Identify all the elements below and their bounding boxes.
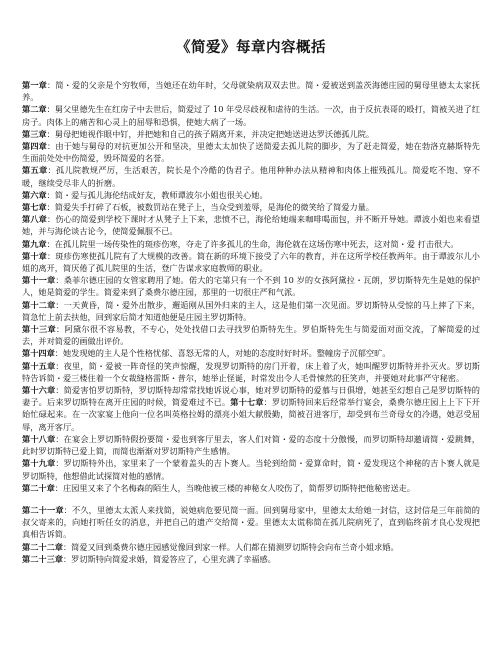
chapter-label: 第八章 — [22, 214, 47, 225]
chapter-label: 第二十二章 — [22, 541, 63, 552]
chapter-text: ：在宴会上罗切斯特假扮要简・爱也到客厅里去，客人们对简・爱的态度十分傲慢，而罗切斯特却邀请简・爱跳舞，此时罗切斯特已爱上简，而简也渐渐对罗切斯特产生感情。 — [22, 433, 480, 457]
chapter-summary — [22, 213, 480, 237]
chapter-label: 第十七章 — [230, 397, 264, 408]
chapter-summary — [22, 103, 480, 127]
chapter-summary — [22, 201, 480, 213]
chapter-label: 第二章 — [22, 104, 47, 115]
chapter-summary — [22, 504, 480, 541]
chapter-label: 第十三章 — [22, 324, 56, 335]
chapter-label: 第二十章 — [22, 482, 55, 493]
chapter-summary — [22, 140, 480, 164]
chapter-text: ：夜里，简・爱被一阵奇怪的笑声惊醒，发现罗切斯特的房门开着，床上着了火，她叫醒罗切斯特并扑灭火。罗切斯特告诉简・爱三楼住着一个女裁缝格雷斯・普尔，她举止怪诞，时常发出令人毛骨悚然的狂笑声，并要她对此事严守秘密。 — [22, 360, 480, 383]
chapter-summary — [22, 238, 480, 250]
chapter-text: ：罗切斯特外出，家里来了一个蒙着盖头的吉卜赛人。当轮到给简・爱算命时，简・爱发现这个神秘的吉卜赛人就是罗切斯特，他想借此试探简对他的感情。 — [22, 458, 480, 481]
chapter-label: 第一章 — [22, 80, 47, 90]
chapter-summary — [22, 274, 480, 298]
chapter-summary — [22, 553, 480, 565]
chapter-summary — [22, 541, 480, 553]
chapter-label: 第十六章 — [22, 385, 56, 396]
chapter-label: 第四章 — [22, 141, 47, 152]
chapter-label: 第十四章 — [22, 348, 55, 359]
chapter-text: ：她发现她的主人是个性格忧郁、喜怒无常的人，对她的态度时好时坏。整幢房子沉郁空旷。 — [54, 348, 391, 359]
chapter-summary — [22, 299, 480, 323]
chapter-text: ：阿黛尔很不容易教，不专心，处处找借口去寻找罗伯斯特先生。罗伯斯特先生与简爱面对面交流，了解简爱的过去，并对简爱的画做出评价。 — [22, 324, 480, 347]
chapter-label: 第十九章 — [22, 458, 56, 469]
chapter-label: 第十一章 — [22, 275, 56, 286]
chapter-text: ：在孤儿院里一场传染性的斑疹伤寒，夺走了许多孤儿的生命，海伦就在这场伤寒中死去，这对简・爱 打击很大。 — [46, 238, 459, 249]
chapter-label: 第二十三章 — [22, 553, 63, 564]
chapter-summary — [22, 128, 480, 140]
chapter-label: 第十二章 — [22, 299, 56, 310]
chapter-summary — [22, 347, 480, 359]
chapter-label: 第十五章 — [22, 360, 56, 371]
chapter-summary — [22, 433, 480, 457]
chapter-text: ：简爱害怕罗切斯特，罗切斯特却常常找她诉说心事，她对罗切斯特的爱慕与日俱增，她甚至幻想自己是罗切斯特的妻子。后来罗切斯特在离开庄园的时候，简爱难过不已。 — [22, 385, 480, 408]
chapter-summary — [22, 323, 480, 347]
chapter-text: ：一天黄昏，简・爱外出散步，邂逅刚从国外归来的主人，这是他们第一次见面。罗切斯特从受惊的马上摔了下来，简急忙上前去扶他，回到家后简才知道他便是庄园主罗切斯特。 — [22, 299, 480, 322]
chapter-summary — [22, 250, 480, 274]
chapter-label: 第三章 — [22, 128, 47, 139]
chapter-text: ：斑疹伤寒使孤儿院有了大规模的改善。简在新的环境下接受了六年的教育，并在这所学校任教两年。由于谭波尔儿小姐的离开，简厌倦了孤儿院里的生活，登广告谋求家庭教师的职业。 — [22, 250, 480, 274]
chapter-text: ：简・爱的父亲是个穷牧师，当她还在幼年时，父母就染病双双去世。简・爱被送到盖茨海德庄园的舅母里德太太家抚养。 — [22, 80, 480, 103]
chapter-text: ：伤心的简爱到学校下课时才从凳子上下来，悲愤不已，海伦给她端来咖啡喝面包，并不断开导她。谭波小姐也来看望她，并与海伦谈古论今，使简爱佩服不已。 — [22, 214, 480, 237]
chapter-text: ：不久，里德太太派人来找简，说她病危要见简一面。回到舅母家中，里德太太给她一封信，这封信是三年前简的叔父寄来的，向她打听任女的消息，并把自己的遗产交给简・爱。里德太太谎称简在孤儿院病死了，直到临终前才良心发现把真相告诉简。 — [22, 504, 480, 540]
chapter-summary — [22, 189, 480, 201]
chapter-text: ：舅父里德先生在红房子中去世后，简爱过了 10 年受尽歧视和虐待的生活。一次，由于反抗表哥的殴打，简被关进了红房子。肉体上的痛苦和心灵上的屈辱和恐惧，使她大病了一场。 — [22, 104, 480, 127]
chapter-label: 第六章 — [22, 189, 47, 200]
chapter-label: 第五章 — [22, 165, 48, 176]
chapter-text: ：简・爱与孤儿海伦结成好友，教师谭波尔小姐也很关心她。 — [46, 189, 268, 200]
chapter-summary — [22, 457, 480, 481]
chapter-label: 第十八章 — [22, 433, 56, 444]
section-gap — [22, 494, 480, 504]
chapter-summary — [22, 360, 480, 384]
chapter-label: 第九章 — [22, 238, 47, 249]
chapter-text: ：庄园里又来了个名梅森的陌生人，当晚他被三楼的神秘女人咬伤了，简帮罗切斯特把他秘密送走。 — [54, 482, 416, 493]
chapter-list — [22, 79, 480, 565]
chapter-text: ：罗切斯特向简爱求婚，简爱答应了，心里充满了幸福感。 — [62, 553, 276, 564]
chapter-label: 第二十一章 — [22, 504, 64, 515]
chapter-summary — [22, 384, 480, 433]
chapter-text: ：由于她与舅母的对抗更加公开和坚决，里德太太加快了送简爱去孤儿院的脚步，为了赶走简爱，她在勃洛克赫斯特先生面前处处中伤简爱，毁坏简爱的名誉。 — [22, 141, 480, 164]
chapter-label: 第十章 — [22, 250, 47, 261]
chapter-text: ：舅母把她视作眼中钉，并把她和自己的孩子隔离开来，并决定把她送进达罗沃德孤儿院。 — [46, 128, 375, 139]
chapter-text: ：孤儿院教规严厉，生活艰苦，院长是个冷酷的伪君子。他用种种办法从精神和肉体上摧残孤儿。简爱吃不饱、穿不暖，继续受尽非人的折磨。 — [22, 165, 480, 188]
chapter-summary — [22, 164, 480, 188]
chapter-text: ：罗切斯特回来后经常举行宴会，桑费尔德庄园上上下下开始忙碌起来。在一次家宴上他向一位名叫英格拉姆的漂亮小姐大献殷勤，简被召进客厅，却受到布兰奇母女的冷遇，她忍受屈辱，离开客厅。 — [22, 397, 480, 432]
chapter-summary — [22, 79, 480, 103]
chapter-text: ：桑菲尔德庄园的女管家聘用了她。偌大的宅第只有一个不到 10 岁的女孩阿黛拉・瓦朗，罗切斯特先生是她的保护人，她是简爱的学生。简爱来到了桑费尔德庄园，那里的一切很庄严和气派。 — [22, 275, 480, 298]
chapter-text: ：简爱又回到桑费尔德庄园感觉像回到家一样。人们都在猜测罗切斯特会向布兰奇小姐求婚。 — [62, 541, 399, 552]
chapter-text: ：简爱失手打碎了石板，被数罚站在凳子上，当众受到羞辱，是海伦的微笑给了简爱力量。 — [46, 202, 375, 213]
document-title: 《简爱》每章内容概括 — [176, 39, 326, 56]
chapter-label: 第七章 — [22, 202, 47, 213]
chapter-summary — [22, 482, 480, 494]
